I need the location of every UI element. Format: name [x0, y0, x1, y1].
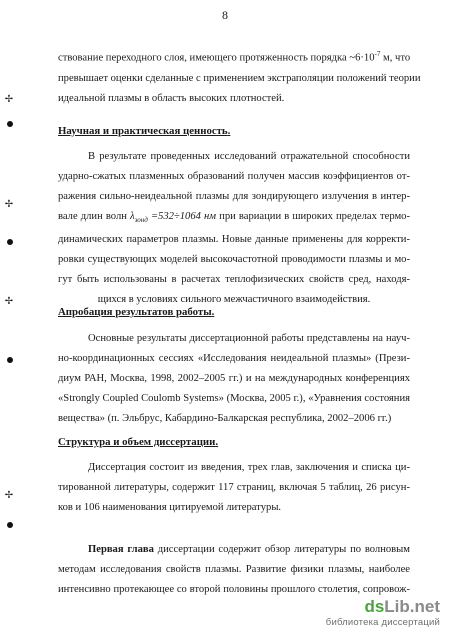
text-line: превышает оценки сделанные с применением экстраполяции положений теории [58, 72, 421, 84]
margin-dot [7, 522, 13, 528]
text-line: гут быть использованы в расчетах теплофизических свойств сред, находя- [58, 274, 410, 286]
margin-cross-mark: ✢ [4, 490, 14, 501]
text-line: Диссертация состоит из введения, трех глав, заключения и списка ци- [88, 462, 410, 473]
paragraph-structure [58, 458, 410, 518]
text-line: В результате проведенных исследований отражательной способности [88, 151, 410, 162]
paragraph-scientific-value [58, 147, 410, 310]
margin-dot [7, 357, 13, 363]
paragraph-first-chapter [58, 540, 410, 600]
text-line: вале длин волн $\lambda_{зонд} =532\div 1064$ нм при вариации в широких пределах термо- [58, 211, 411, 225]
text-line: тированной литературы, содержит 117 страниц, включая 5 таблиц, 26 рисун- [58, 482, 410, 493]
margin-dot [7, 121, 13, 127]
text-line: Основные результаты диссертационной работы представлены на науч- [88, 333, 410, 344]
text-line: ствование переходного слоя, имеющего протяженность порядка $\sim 6\cdot 10^{-7}$ м, что [58, 50, 411, 64]
margin-dot [7, 239, 13, 245]
text-line: ровки существующих моделей высокочастотной проводимости плазмы и мо- [58, 254, 410, 266]
text-line: методам исследования свойств плазмы. Развитие физики плазмы, наиболее [58, 564, 410, 575]
margin-cross-mark: ✢ [4, 94, 14, 105]
text-line: идеальной плазмы в область высоких плотностей. [58, 92, 285, 104]
text-line: щихся в условиях сильного межчастичного взаимодействия. [97, 294, 371, 306]
text-line: ражения сильно-неидеальной плазмы для зондирующего излучения в интер- [58, 191, 410, 202]
paragraph-approbation [58, 329, 410, 429]
dslib-watermark [300, 597, 440, 628]
margin-cross-mark: ✢ [4, 199, 14, 210]
text-line: вещества» (п. Эльбрус, Кабардино-Балкарская республика, 2002–2006 гг.) [58, 413, 392, 424]
dslib-caption: библиотека диссертаций [325, 617, 440, 628]
paragraph-transition-layer [58, 44, 421, 109]
dslib-logo: dsLib.net [364, 597, 440, 616]
section-heading-approbation: Апробация результатов работы. [58, 306, 215, 318]
text-line: ков и 106 наименования цитируемой литературы. [58, 502, 282, 513]
section-heading-scientific-value: Научная и практическая ценность. [58, 125, 231, 137]
text-line: Первая глава диссертации содержит обзор литературы по волновым [88, 544, 410, 555]
wavelength-formula: $\lambda_{зонд} =532\div 1064$ нм [130, 211, 217, 225]
section-heading-structure: Структура и объем диссертации. [58, 436, 219, 448]
text-line: но-координационных сессиях «Исследования неидеальной плазмы» (Прези- [58, 353, 410, 364]
page-number: 8 [222, 8, 228, 22]
text-line: динамических параметров плазмы. Новые данные применены для корректи- [58, 234, 410, 246]
text-line: ударно-сжатых плазменных образований получен массив коэффициентов от- [58, 171, 410, 182]
text-line: «Strongly Coupled Coulomb Systems» (Москва, 2005 г.), «Уравнения состояния [58, 393, 410, 404]
text-line: интенсивно протекающее со второй половины прошлого столетия, сопровож- [58, 584, 410, 595]
text-line: диум РАН, Москва, 1998, 2002–2005 гг.) и на международных конференциях [58, 373, 410, 384]
margin-cross-mark: ✢ [4, 296, 14, 307]
